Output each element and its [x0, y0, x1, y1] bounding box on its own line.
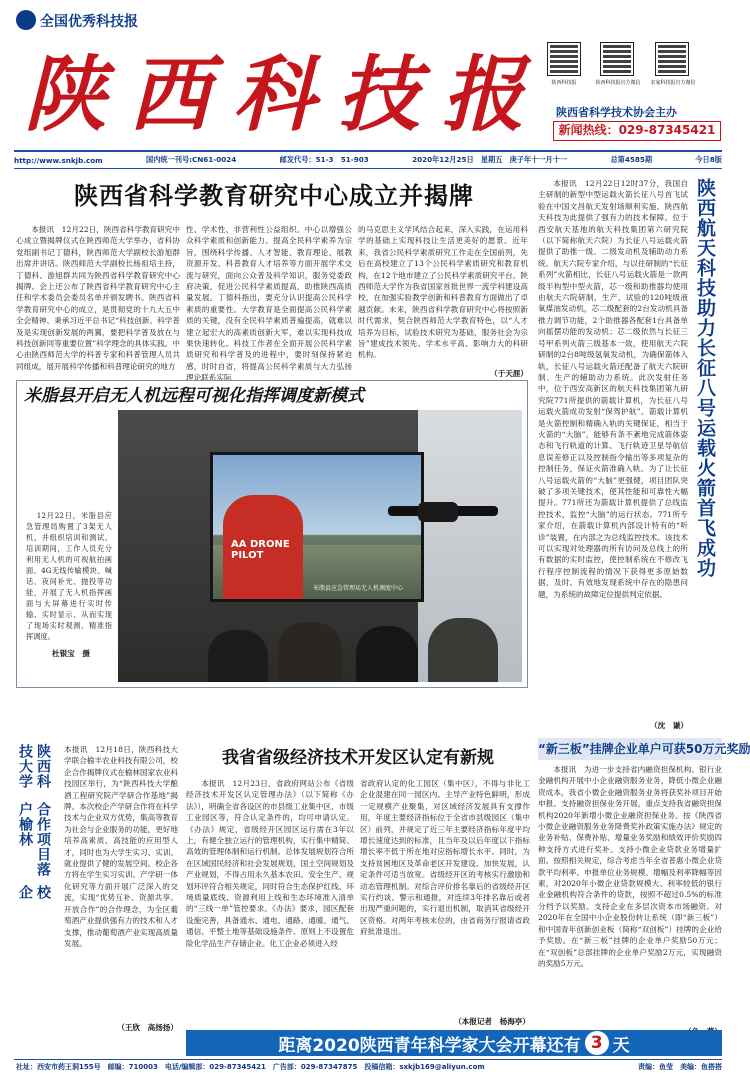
honor-logo-icon — [16, 10, 36, 30]
article1-col3: 的马克思主义学风结合起来，深入实践，在运用科学的基础上实现科技让生活更美好的愿景。近年来，我省公民科学素质研究工作走在全国前列，先后在高校建立了13个公民科学素质研究和教育机构，在12个地市建立了公民科学素质研究平台。陕西师范大学作为我省国家首批世界一流学科建设高校，在加强实验教学创新和科普教育方面做出了卓越贡献。未来，陕西省科学教育研究中心将按照新时代需求，契合陕西师范大学教育特色，以“人才培养为目标，试验技术研究为基础，服务社会为宗旨”建成技术领先、学术水平高、影响力大的科研机构。 — [358, 225, 528, 360]
infobar-rule-bottom — [14, 168, 722, 169]
article3-text: 本报讯 为进一步支持省内融资担保机构、银行业金融机构开展中小企业融资服务业务，降低小微企业融资成本，我省小微企业融资服务业务将获奖补项目开始申报。支持融资担保业务开展，重点支持我省融资担保机构2020年新增小微企业融资担保业务。按《陕西省小微企业融资服务业务降费奖补政策实施办法》规定的业务补贴、保费补贴、增量业务奖励和绩效评价奖励四种支持方式进行奖补。支持小微企业贷款业务增量扩面。按照相关规定，综合考虑当年全省普惠小微企业贷款平均利率、申报单位业务规模、增幅及利率降幅等因素，对2020年小微企业贷款规模大、利率较低的银行业金融机构符合条件的贷款，按照不超过0.5%的标准分档予以奖励。支持企业在多层次资本市场融资。对2020年在全国中小企业股份转让系统（即“新三板”）和中国青年创新创业板（简称“双创板”）挂牌的企业给予奖励。在“新三板”挂牌的企业单户奖励50万元；在“双创板”总部挂牌的企业单户奖励2万元，实现融资的奖励5万元。 — [538, 765, 722, 968]
masthead-title — [24, 38, 524, 143]
drone-icon — [418, 502, 458, 522]
title-char: 报 — [442, 46, 524, 143]
qr-code-icon — [655, 42, 689, 76]
qr-label: 农家科技报官方微信 — [650, 80, 696, 86]
masthead — [0, 0, 735, 150]
person — [208, 630, 268, 682]
audience-row — [198, 600, 518, 682]
banner-suffix: 天 — [612, 1035, 630, 1056]
drone-photo — [118, 410, 522, 682]
title-char: 技 — [337, 46, 420, 143]
infobar-issue: 总第4585期 — [610, 155, 653, 164]
countdown-banner — [186, 1030, 722, 1056]
person — [356, 626, 418, 682]
article5-headline: 我省省级经济技术开发区认定有新规 — [222, 748, 494, 768]
photo-byline: 杜银宝 摄 — [52, 649, 90, 658]
article1-headline: 陕西省科学教育研究中心成立并揭牌 — [74, 182, 474, 210]
infobar-cn: 国内统一刊号:CN61-0024 — [146, 155, 237, 164]
article4-headline-tail: 校企 — [17, 884, 51, 900]
title-char: 西 — [128, 46, 211, 143]
article1-col1: 本报讯 12月22日，陕西省科学教育研究中心成立暨揭牌仪式在陕西师范大学举办，省科协党组副书记丁德科，陕西师范大学副校长游旭群出席并讲话。陕西师范大学副校长杨祖培主持，丁德科、游旭群共同为陕西省科学教育研究中心揭牌。会上还公布了陕西省科学教育研究中心主任和学术委员会委员名单并颁发聘书。陕西省科学教育研究中心的成立，是贯彻党的十九大五中全会精神、秉承习近平总书记“科技创新、科学普及是实现创新发展的两翼，要把科学普及放在与科技创新同等重要位置”科学理念的具体实践。中心由陕西师范大学的科普专家和科普管理人员共同组成，展开展科学传播和科普理论研究的地方 — [16, 225, 180, 371]
hotline-box: 新闻热线：029-87345421 — [553, 121, 721, 141]
banner-prefix: 距离2020陕西青年科学家大会开幕还有 — [278, 1035, 581, 1056]
big-screen — [210, 452, 424, 602]
infobar-postal: 邮发代号：51-3 51-903 — [279, 155, 369, 164]
honor-label: 全国优秀科技报 — [40, 14, 138, 30]
article2-byline: （沈 谦） — [650, 721, 688, 730]
banner-days: 3 — [585, 1031, 609, 1055]
article1-byline: （于天涯） — [490, 369, 528, 378]
article4-text: 本报讯 12月18日，陕西科技大学联合榆丰农业科技有限公司，校企合作揭牌仪式在榆林国家农业科技园区举行，为“陕西科技大学酿酒工程研究院产学研合作基地”揭牌。本次校企产学研合作将在科学技术与企业双方优势，集高等教育为社会与企业服务的功能，更好地培养高素质、高技能的应用型人才，同时也为大学生实习、实训、就业提供了健的发展空间。校企各方将在学生实习实训、产学研一体化研究等方面开展广泛深入的交流，实现“优势互补、资源共享、开放合作”的合作理念，为全区葡萄酒产业提供强有力的技术和人才支撑，推动葡萄酒产业实现高质量发展。 — [64, 745, 178, 948]
title-char: 陕 — [24, 46, 106, 143]
photo-caption: 12月22日，米脂县应急管理局购置了3架无人机，并组织培训和测试。培训期间，工作人员充分利用无人机的可视航拍画面、4G无线传输模块、喊话、夜间补光、抛投等功能，开展了无人机指挥画面与大屏幕进行实时传输、实时显示、从而实现了现场实时观测、精准指挥调度。 — [26, 511, 112, 641]
infobar — [14, 153, 722, 167]
article4-headline-line: 陕西科技大学 — [17, 744, 51, 789]
screen-pilot-text: AA DRONE PILOT — [231, 539, 290, 561]
photo-headline: 米脂县开启无人机远程可视化指挥调度新模式 — [24, 386, 364, 406]
qr-code-icon — [547, 42, 581, 76]
title-char: 科 — [233, 46, 315, 143]
article5-col1: 本报讯 12月23日，省政府网站公布《省级经济技术开发区认定管理办法》（以下简称《办法》），明确全省各设区的市县级工业集中区、市级工业园区等，符合认定条件的，均可申请认定。《办法》规定，省级经开区园区运行需在3年以上，有健全独立运行的管理机构，实行集中精简、高效的管理体制和运行机制。总体发展规划符合所在区域国民经济和社会发展规划，国土空间规划及产业规划，不得占用永久基本农田。安全生产、规划环评符合相关规定，同时符合生态保护红线、环境质量底线、资源利用上线和生态环境准入清单的“三线一单”管控要求。《办法》要求，园区配套设施完善，具备通水、通电、通路、通暖、通气、通信、平整土地等基础设施条件。原则上不设置危险化学品生产存储企业。化工企业必须进入经 — [186, 779, 354, 948]
infobar-url: http://www.snkjb.com — [14, 155, 103, 165]
article2-vertical-headline: 陕西航天科技助力长征八号运载火箭首飞成功 — [694, 178, 716, 578]
qr-code-icon — [600, 42, 634, 76]
footer-address: 社址：西安市药王洞155号 邮编：710003 电话/编辑部：029-87345421 广告部：029-87347875 投稿信箱：sxkjb169@aliyun.com — [16, 1063, 485, 1071]
infobar-pages: 今日8版 — [695, 155, 722, 164]
screen-overlay-text: 米脂县应急管理局无人机调度中心 — [313, 585, 404, 592]
article4-byline: （王欣 高扬扬） — [117, 1023, 178, 1032]
person — [428, 618, 498, 682]
article3-headline: “新三板”挂牌企业单户可获50万元奖励 — [538, 738, 722, 760]
sponsor-label: 陕西省科学技术协会主办 — [556, 106, 677, 119]
article5-col2: 省政府认定的化工园区（集中区），不得与非化工企业混建在同一园区内。主导产业特色鲜明，形成一定规模产业聚集，对区域经济发展具有支撑作用，年度主要经济指标位于全省市县级园区（集中区）前列，并规定了近三年主要经济指标年度平均增长速度达到的标准，且当年及以后年度以下指标增长率不低于所在地对应指标增长水平。同时，为支持贫困地区及革命老区开发建设、加快发展，认定条件可适当放宽。省级经开区的考核实行激励和动态管理机制。对综合评价排名靠后的省级经开区实行约谈、警示和通报，对连续3年排名靠后或者出现严重问题的，实行退出机制，取消其省级经开区资格。对两年考核末位的，由省商务厅报请省政府批准退出。 — [360, 779, 530, 937]
article2-text: 本报讯 12月22日12时37分，我国自主研制的新型中型运载火箭长征八号首飞试验在中国文昌航天发射场顺利实施。陕西航天科技为此提供了强有力的技术保障。位于西安航天基地的航天科技集团第六研究院（以下简称航天六院）为长征八号运载火箭提供了助推一级、二级发动机及辅助动力系统。航天六院专家介绍，与以往研制的“长征系列”火箭相比，长征八号运载火箭是一款两级半构型中型火箭，芯一级和助推器均使用由航天六院研制、生产、试验的120吨级液氧煤油发动机，芯二级配套的2台发动机具备推力调节功能，2个助推器各配套1台具备单向摇摆功能的发动机；芯二级依然与长征三号甲系列火箭三级基本一致，使用航天六院研制的2台8吨级氢氧发动机，为确保箭体入轨，长征八号运载火箭还配备了航天六院研制、生产的辅助动力系统。此次发射任务中，位于西安高新区的航天科技集团第九研究院771所提供的箭载计算机，为长征八号运载火箭成功发射“保驾护航”。箭载计算机是火箭控制和精确入轨的关键保证，相当于火箭的“大脑”，能够有条不紊地完成箭体姿态和飞行轨道的计算、飞行轨迹卫星导航信息误差修正以及控制指令输出等多项复杂的控制任务，保证火箭准确入轨。为了让长征八号运载火箭的“大脑”更强健，项目团队突破了多项关键技术，使其性能和可靠性大幅提升。771所还为箭载计算机提供了总线监控技术，监控“大脑”的运行状态。771所专家介绍，在箭载计算机内部设计特有的“听诊”装置，在内部之为总线监控技术。该技术可以实现对处理器的所有访问及总线上的所有数据的实时监控，使控制系统在不修改飞行程序控制流程的情况下获得更多原始数据，及时、有效地发现系统中存在的隐患问题，为系统的故障定位提供判定依据。 — [538, 179, 688, 599]
infobar-date: 2020年12月25日 星期五 庚子年十一月十一 — [412, 155, 568, 164]
article5-byline: （本报记者 杨海亭） — [454, 1017, 530, 1026]
infobar-rule-top — [14, 150, 722, 152]
person — [278, 622, 342, 682]
qr-label: 陕西科技报 — [551, 80, 577, 86]
footer-editor: 责编：鱼莹 美编：鱼搭搭 — [638, 1063, 722, 1071]
footer-rule — [14, 1059, 722, 1060]
article1-col2: 性、学术性、非营利性公益组织。中心以增强公众科学素质和创新能力、提高全民科学素养为宗旨，围绕科学传播、人才智能、教育理论、展教资源开发、科普教育人才培养等方面开展学术交流与研究，面向公众普及科学知识，服务党委政府决策，促进公民科学素质提高，助推陕西高质量发展。丁德科指出，要充分认识提高公民科学素质的重要性。大学教育是全面提高公民科学素质的关键，没有全民科学素质普遍提高，就难以建立起宏大的高素质创新大军，难以实现科技成果快速转化。科技工作者在全面开展公民科学素质研究和科学普及的进程中，要时刻保持紧迫感，时时自省，将提高公民科学素质与大力弘扬理论联系实际 — [186, 225, 352, 383]
article4-headline-line: 合作项目落户榆林 — [17, 801, 51, 877]
qr-label: 陕西科技报官方微信 — [595, 80, 641, 86]
